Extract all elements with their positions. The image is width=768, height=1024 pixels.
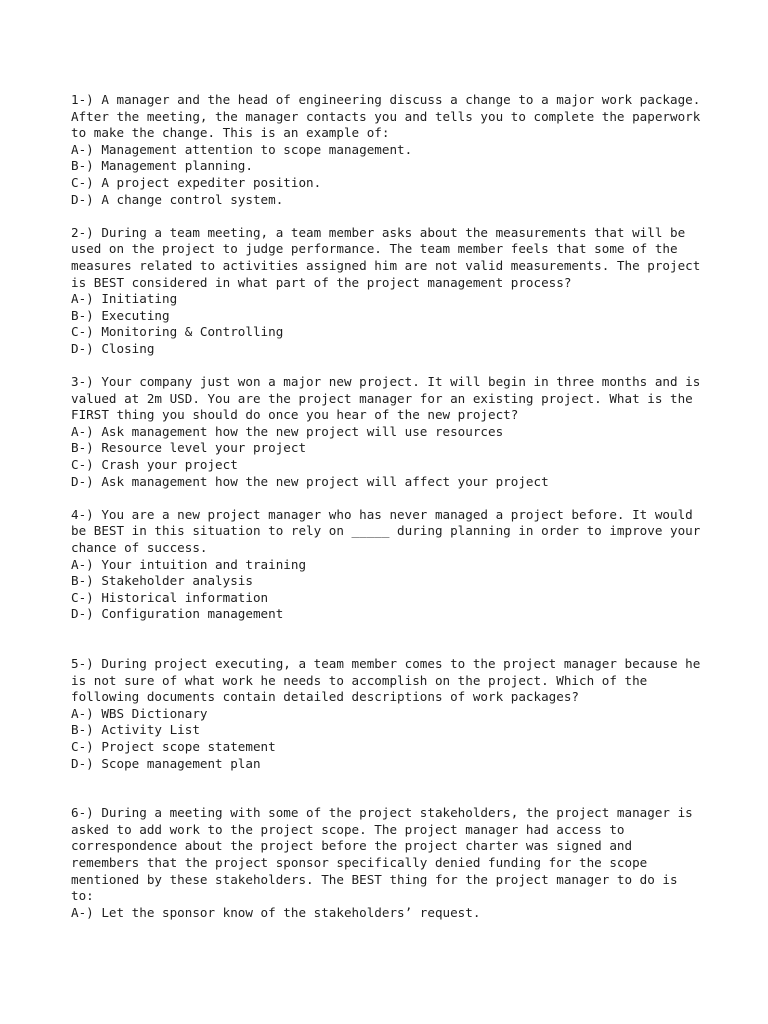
question-line: following documents contain detailed descriptions of work packages? — [71, 689, 579, 705]
question-line: to: — [71, 888, 94, 904]
question-line: 2-) During a team meeting, a team member asks about the measurements that will be — [71, 224, 686, 240]
question-line: is BEST considered in what part of the project management process? — [71, 274, 572, 290]
question-3-text — [71, 374, 711, 424]
question-6 — [71, 805, 711, 921]
answer-option: A-) Let the sponsor know of the stakeholders’ request. — [71, 904, 481, 920]
answer-option: C-) Project scope statement — [71, 738, 276, 754]
question-2 — [71, 225, 711, 358]
spacer — [71, 772, 711, 805]
answer-option: D-) A change control system. — [71, 191, 284, 207]
question-line: to make the change. This is an example of: — [71, 125, 390, 141]
answer-option: C-) A project expediter position. — [71, 174, 322, 190]
answer-option: B-) Management planning. — [71, 158, 253, 174]
answer-option: A-) Your intuition and training — [71, 556, 307, 572]
document-page — [71, 92, 711, 921]
answer-option: C-) Crash your project — [71, 457, 238, 473]
answer-option: C-) Monitoring & Controlling — [71, 324, 284, 340]
answer-option: D-) Closing — [71, 340, 155, 356]
question-4 — [71, 507, 711, 623]
question-line: chance of success. — [71, 540, 208, 556]
answer-option: D-) Scope management plan — [71, 755, 261, 771]
spacer — [71, 358, 711, 375]
question-line: be BEST in this situation to rely on _____ during planning in order to improve your — [71, 523, 701, 539]
question-line: 5-) During project executing, a team member comes to the project manager because he — [71, 656, 701, 671]
question-line: FIRST thing you should do once you hear of the new project? — [71, 407, 519, 423]
answer-option: A-) WBS Dictionary — [71, 705, 208, 721]
question-line: asked to add work to the project scope. The project manager had access to — [71, 821, 625, 837]
question-line: After the meeting, the manager contacts you and tells you to complete the paperwork — [71, 108, 701, 124]
question-5 — [71, 656, 711, 772]
question-line: valued at 2m USD. You are the project manager for an existing project. What is the — [71, 390, 693, 406]
question-5-text — [71, 656, 711, 706]
question-line: is not sure of what work he needs to accomplish on the project. Which of the — [71, 672, 648, 688]
answer-option: C-) Historical information — [71, 589, 269, 605]
question-1 — [71, 92, 711, 208]
answer-option: B-) Activity List — [71, 722, 200, 738]
question-3 — [71, 374, 711, 490]
spacer — [71, 623, 711, 656]
question-1-text — [71, 92, 711, 142]
answer-option: A-) Ask management how the new project will use resources — [71, 423, 504, 439]
answer-option: B-) Resource level your project — [71, 440, 307, 456]
question-line: mentioned by these stakeholders. The BEST thing for the project manager to do is — [71, 871, 678, 887]
question-line: 6-) During a meeting with some of the project stakeholders, the project manager is — [71, 805, 693, 821]
answer-option: A-) Initiating — [71, 291, 178, 307]
question-6-text — [71, 805, 711, 905]
question-line: 4-) You are a new project manager who has never managed a project before. It would — [71, 506, 693, 522]
spacer — [71, 490, 711, 507]
answer-option: B-) Executing — [71, 307, 170, 323]
question-line: 1-) A manager and the head of engineering discuss a change to a major work package. — [71, 92, 701, 107]
answer-option: D-) Ask management how the new project will affect your project — [71, 473, 549, 489]
question-2-text — [71, 225, 711, 291]
question-line: measures related to activities assigned him are not valid measurements. The project — [71, 257, 701, 273]
question-line: used on the project to judge performance. The team member feels that some of the — [71, 241, 678, 257]
question-line: correspondence about the project before the project charter was signed and — [71, 838, 633, 854]
question-4-text — [71, 507, 711, 557]
question-line: 3-) Your company just won a major new project. It will begin in three months and is — [71, 374, 701, 390]
answer-option: B-) Stakeholder analysis — [71, 573, 253, 589]
answer-option: D-) Configuration management — [71, 606, 284, 622]
question-line: remembers that the project sponsor specifically denied funding for the scope — [71, 854, 648, 870]
spacer — [71, 208, 711, 225]
answer-option: A-) Management attention to scope management. — [71, 141, 413, 157]
